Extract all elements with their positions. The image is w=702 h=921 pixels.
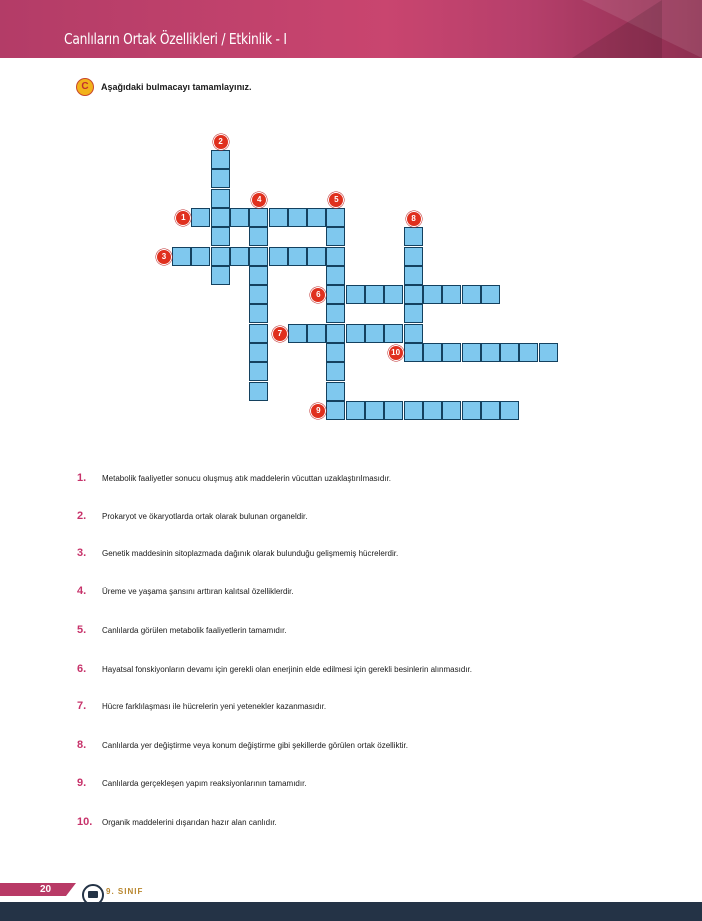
clue-text: Canlılarda gerçekleşen yapım reaksiyonlarının tamamıdır. xyxy=(102,779,307,788)
crossword-number: 6 xyxy=(310,287,326,303)
crossword-cell[interactable] xyxy=(404,343,423,362)
crossword-cell[interactable] xyxy=(442,343,461,362)
crossword-cell[interactable] xyxy=(326,343,345,362)
crossword-cell[interactable] xyxy=(191,208,210,227)
crossword-cell[interactable] xyxy=(211,189,230,208)
crossword-cell[interactable] xyxy=(307,208,326,227)
page-number-tab xyxy=(0,883,66,896)
clue-number: 7. xyxy=(77,700,87,712)
crossword-cell[interactable] xyxy=(269,208,288,227)
crossword-cell[interactable] xyxy=(404,266,423,285)
page-title: Canlıların Ortak Özellikleri / Etkinlik - I xyxy=(64,30,287,48)
crossword-cell[interactable] xyxy=(326,401,345,420)
crossword-cell[interactable] xyxy=(462,285,481,304)
crossword-number: 7 xyxy=(272,326,288,342)
clue-text: Prokaryot ve ökaryotlarda ortak olarak bulunan organeldir. xyxy=(102,512,308,521)
crossword-cell[interactable] xyxy=(230,208,249,227)
crossword-cell[interactable] xyxy=(423,343,442,362)
crossword-number: 8 xyxy=(406,211,422,227)
crossword-cell[interactable] xyxy=(423,401,442,420)
crossword-cell[interactable] xyxy=(365,401,384,420)
crossword-cell[interactable] xyxy=(365,285,384,304)
crossword-number: 3 xyxy=(156,249,172,265)
crossword-cell[interactable] xyxy=(481,285,500,304)
crossword-number: 5 xyxy=(328,192,344,208)
crossword-cell[interactable] xyxy=(500,401,519,420)
crossword-cell[interactable] xyxy=(462,401,481,420)
crossword-cell[interactable] xyxy=(230,247,249,266)
crossword-cell[interactable] xyxy=(365,324,384,343)
clue-number: 8. xyxy=(77,739,87,751)
crossword-cell[interactable] xyxy=(404,304,423,323)
crossword-cell[interactable] xyxy=(211,208,230,227)
crossword-cell[interactable] xyxy=(249,304,268,323)
crossword-cell[interactable] xyxy=(519,343,538,362)
clue-text: Genetik maddesinin sitoplazmada dağınık olarak bulunduğu gelişmemiş hücrelerdir. xyxy=(102,549,399,558)
crossword-cell[interactable] xyxy=(326,324,345,343)
clue-text: Hücre farklılaşması ile hücrelerin yeni yetenekler kazanmasıdır. xyxy=(102,702,327,711)
clue-number: 5. xyxy=(77,624,87,636)
page-number: 20 xyxy=(40,884,52,895)
crossword-cell[interactable] xyxy=(249,324,268,343)
crossword-cell[interactable] xyxy=(462,343,481,362)
crossword-cell[interactable] xyxy=(269,247,288,266)
crossword-cell[interactable] xyxy=(326,208,345,227)
crossword-cell[interactable] xyxy=(384,285,403,304)
crossword-cell[interactable] xyxy=(288,247,307,266)
crossword-cell[interactable] xyxy=(211,169,230,188)
clue-number: 3. xyxy=(77,547,87,559)
crossword-number: 2 xyxy=(213,134,229,150)
footer-bar xyxy=(0,902,702,921)
section-badge: C xyxy=(76,78,94,96)
header-decoration xyxy=(572,0,662,58)
crossword-cell[interactable] xyxy=(307,247,326,266)
crossword-cell[interactable] xyxy=(326,362,345,381)
crossword-cell[interactable] xyxy=(481,401,500,420)
crossword-cell[interactable] xyxy=(481,343,500,362)
crossword-cell[interactable] xyxy=(211,150,230,169)
crossword-cell[interactable] xyxy=(346,324,365,343)
crossword-cell[interactable] xyxy=(404,247,423,266)
crossword-cell[interactable] xyxy=(404,401,423,420)
crossword-cell[interactable] xyxy=(191,247,210,266)
crossword-cell[interactable] xyxy=(249,362,268,381)
crossword-number: 10 xyxy=(388,345,404,361)
clue-number: 2. xyxy=(77,510,87,522)
instruction-text: Aşağıdaki bulmacayı tamamlayınız. xyxy=(101,82,252,92)
crossword-cell[interactable] xyxy=(442,285,461,304)
crossword-cell[interactable] xyxy=(326,247,345,266)
clue-text: Metabolik faaliyetler sonucu oluşmuş atık maddelerin vücuttan uzaklaştırılmasıdır. xyxy=(102,474,392,483)
crossword-cell[interactable] xyxy=(288,324,307,343)
clue-text: Organik maddelerini dışarıdan hazır alan canlıdır. xyxy=(102,818,277,827)
grade-label: 9. SINIF xyxy=(106,887,144,896)
crossword-cell[interactable] xyxy=(404,285,423,304)
crossword-cell[interactable] xyxy=(384,401,403,420)
crossword-cell[interactable] xyxy=(211,227,230,246)
crossword-cell[interactable] xyxy=(326,382,345,401)
crossword-cell[interactable] xyxy=(211,266,230,285)
crossword-cell[interactable] xyxy=(404,227,423,246)
crossword-cell[interactable] xyxy=(404,324,423,343)
crossword-cell[interactable] xyxy=(539,343,558,362)
crossword-cell[interactable] xyxy=(346,401,365,420)
crossword-cell[interactable] xyxy=(326,285,345,304)
crossword-cell[interactable] xyxy=(442,401,461,420)
crossword-cell[interactable] xyxy=(249,227,268,246)
crossword-cell[interactable] xyxy=(249,382,268,401)
crossword-cell[interactable] xyxy=(211,247,230,266)
page-header xyxy=(0,0,702,58)
crossword-cell[interactable] xyxy=(249,247,268,266)
crossword-cell[interactable] xyxy=(249,266,268,285)
crossword-cell[interactable] xyxy=(172,247,191,266)
crossword-cell[interactable] xyxy=(249,208,268,227)
crossword-number: 1 xyxy=(175,210,191,226)
crossword-cell[interactable] xyxy=(384,324,403,343)
clue-text: Üreme ve yaşama şansını arttıran kalıtsal özelliklerdir. xyxy=(102,587,294,596)
clue-number: 6. xyxy=(77,663,87,675)
crossword-cell[interactable] xyxy=(249,343,268,362)
clue-text: Canlılarda görülen metabolik faaliyetlerin tamamıdır. xyxy=(102,626,287,635)
crossword-cell[interactable] xyxy=(500,343,519,362)
clue-number: 4. xyxy=(77,585,87,597)
clue-number: 9. xyxy=(77,777,87,789)
crossword-cell[interactable] xyxy=(249,285,268,304)
clue-text: Hayatsal fonskiyonların devamı için gerekli olan enerjinin elde edilmesi için gerekli besinlerin alınmasıdır. xyxy=(102,665,472,674)
clue-number: 10. xyxy=(77,816,93,828)
crossword-cell[interactable] xyxy=(423,285,442,304)
crossword-number: 9 xyxy=(310,403,326,419)
crossword-cell[interactable] xyxy=(326,227,345,246)
crossword-cell[interactable] xyxy=(326,304,345,323)
crossword-number: 4 xyxy=(251,192,267,208)
crossword-cell[interactable] xyxy=(346,285,365,304)
crossword-cell[interactable] xyxy=(326,266,345,285)
clue-number: 1. xyxy=(77,472,87,484)
crossword-cell[interactable] xyxy=(288,208,307,227)
crossword-cell[interactable] xyxy=(307,324,326,343)
clue-text: Canlılarda yer değiştirme veya konum değiştirme gibi şekillerde görülen ortak özelliktir. xyxy=(102,741,408,750)
